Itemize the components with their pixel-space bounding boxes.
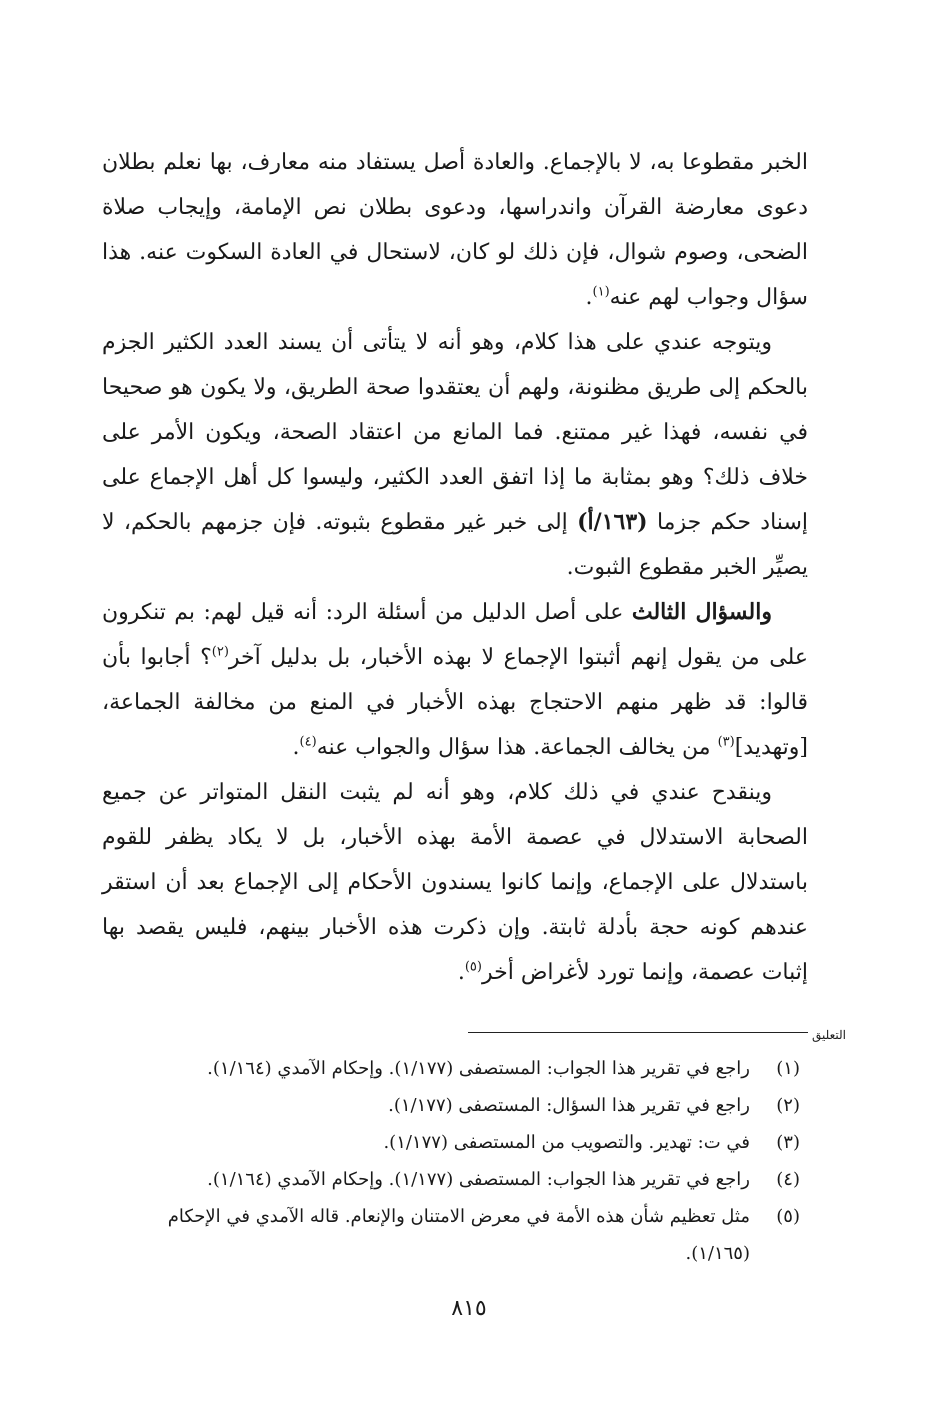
footnotes-list xyxy=(100,1050,800,1272)
footnote-item xyxy=(100,1161,800,1198)
paragraph-4 xyxy=(102,770,808,995)
paragraph-text: وينقدح عندي في ذلك كلام، وهو أنه لم يثبت النقل المتواتر عن جميع الصحابة الاستدلال في عصمة الأمة بهذه الأخبار، بل لا يكاد يظفر للقوم باستدلال على الإجماع، وإنما كانوا يسندون الأحكام إلى الإجماع بعد أن استقر عندهم كونه حجة بأدلة ثابتة. وإن ذكرت هذه الأخبار بينهم، فليس يقصد بها إثبات عصمة، وإنما تورد لأغراض أخر xyxy=(102,780,808,985)
paragraph-text: . xyxy=(457,960,465,985)
paragraph-text: . xyxy=(585,285,593,310)
footnote-number: (٤) xyxy=(776,1169,800,1190)
page-number: ٨١٥ xyxy=(451,1296,487,1321)
footnote-text: راجع في تقرير هذا السؤال: المستصفى (١/١٧٧). xyxy=(388,1095,750,1116)
main-text xyxy=(102,140,808,995)
footnote-number: (٢) xyxy=(776,1095,800,1116)
paragraph-3 xyxy=(102,590,808,770)
footnote-item xyxy=(100,1087,800,1124)
manuscript-folio-ref: (١٦٣/أ) xyxy=(577,509,648,535)
footnote-text: راجع في تقرير هذا الجواب: المستصفى (١/١٧٧). وإحكام الآمدي (١/١٦٤). xyxy=(207,1169,750,1190)
footnote-text: راجع في تقرير هذا الجواب: المستصفى (١/١٧٧). وإحكام الآمدي (١/١٦٤). xyxy=(207,1058,750,1079)
footnote-item xyxy=(100,1124,800,1161)
footnote-separator-label: التعليق xyxy=(811,1028,846,1042)
footnote-item xyxy=(100,1198,800,1272)
footnote-ref-2[interactable]: (٢) xyxy=(211,644,229,660)
footnote-ref-5[interactable]: (٥) xyxy=(464,959,482,975)
paragraph-text: على أصل الدليل من أسئلة الرد: أنه قيل لهم: بم تنكرون على من يقول إنهم أثبتوا الإجماع لا بهذه الأخبار، بل بدليل آخر xyxy=(102,600,808,670)
footnote-ref-1[interactable]: (١) xyxy=(592,284,610,300)
paragraph-text: . xyxy=(292,735,300,760)
paragraph-text: ويتوجه عندي على هذا كلام، وهو أنه لا يتأتى أن يسند العدد الكثير الجزم بالحكم إلى طريق مظنونة، ولهم أن يعتقدوا صحة الطريق، ولا يكون هو صحيحا في نفسه، فهذا غير ممتنع. فما المانع من اعتقاد الصحة، ويكون الأمر على خلاف ذلك؟ وهو بمثابة ما إذا اتفق العدد الكثير، وليسوا كل أهل الإجماع على إسناد حكم جزما xyxy=(102,330,808,535)
paragraph-1 xyxy=(102,140,808,320)
footnote-number: (٣) xyxy=(776,1132,800,1153)
footnote-item xyxy=(100,1050,800,1087)
paragraph-text: من يخالف الجماعة. هذا سؤال والجواب عنه xyxy=(316,735,718,760)
paragraph-2 xyxy=(102,320,808,590)
paragraph-text: الخبر مقطوعا به، لا بالإجماع. والعادة أصل يستفاد منه معارف، بها نعلم بطلان دعوى معارضة القرآن واندراسها، ودعوى بطلان نص الإمامة، وإيجاب صلاة الضحى، وصوم شوال، فإن ذلك لو كان، لاستحال في العادة السكوت عنه. هذا سؤال وجواب لهم عنه xyxy=(102,150,808,310)
footnote-separator xyxy=(468,1032,808,1033)
paragraph-text: ؟ أجابوا بأن قالوا: قد ظهر منهم الاحتجاج بهذه الأخبار في المنع من مخالفة الجماعة، [وتهديد] xyxy=(102,645,808,760)
footnote-number: (١) xyxy=(776,1058,800,1079)
footnote-number: (٥) xyxy=(776,1206,800,1227)
footnote-ref-3[interactable]: (٣) xyxy=(717,734,735,750)
footnote-text: في ت: تهدير. والتصويب من المستصفى (١/١٧٧). xyxy=(383,1132,750,1153)
section-lead: والسؤال الثالث xyxy=(631,599,772,625)
footnote-text: مثل تعظيم شأن هذه الأمة في معرض الامتنان والإنعام. قاله الآمدي في الإحكام (١/١٦٥). xyxy=(167,1206,750,1264)
paragraph-text: إلى خبر غير مقطوع بثبوته. فإن جزمهم بالحكم، لا يصيِّر الخبر مقطوع الثبوت. xyxy=(102,510,808,580)
footnote-ref-4[interactable]: (٤) xyxy=(299,734,317,750)
